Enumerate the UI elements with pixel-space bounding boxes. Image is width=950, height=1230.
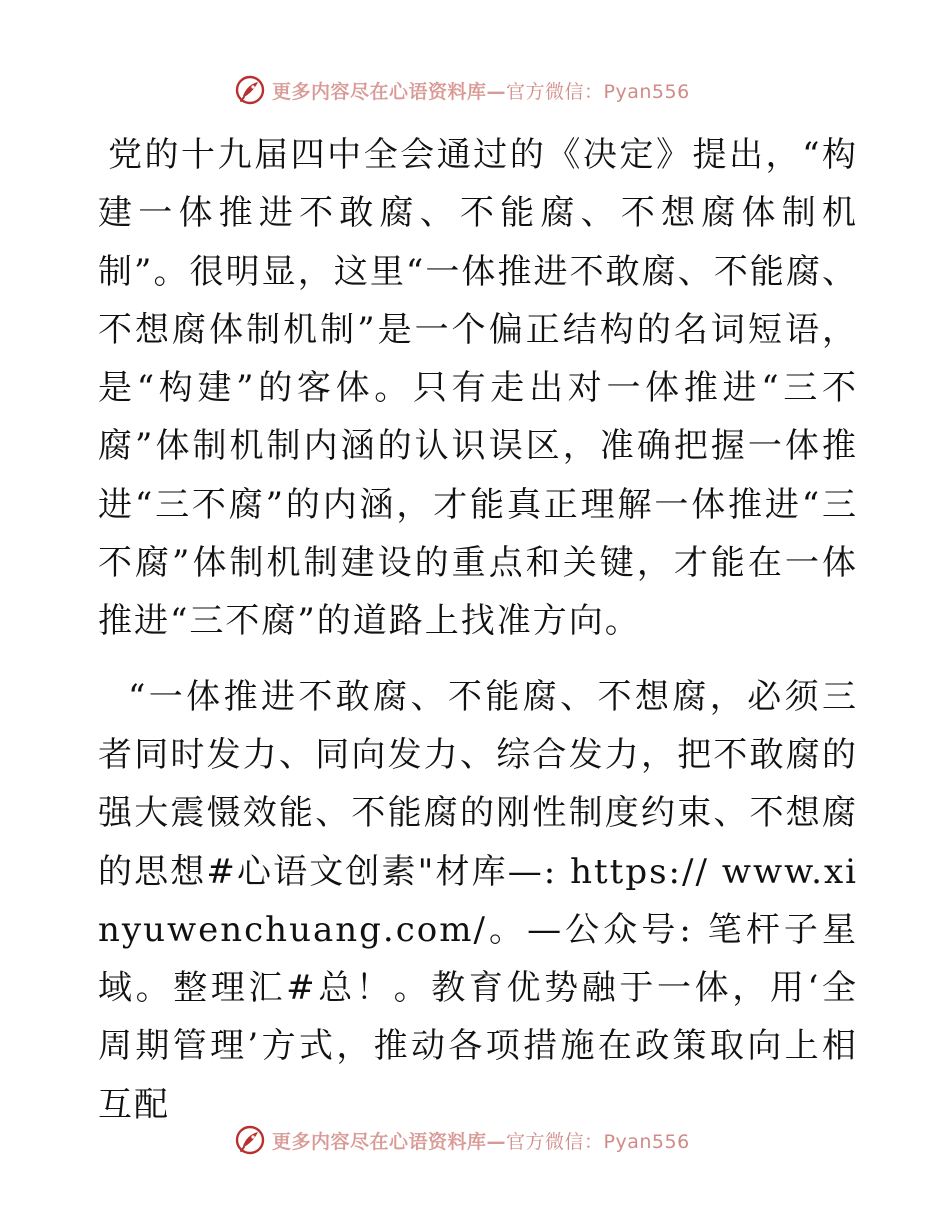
banner-contact: 官方微信：Pyan556 bbox=[506, 1130, 690, 1153]
banner-separator: — bbox=[486, 80, 507, 103]
banner-title: 更多内容尽在心语资料库 bbox=[272, 1130, 487, 1153]
banner-separator: — bbox=[486, 1130, 507, 1153]
footer-banner bbox=[234, 1124, 690, 1156]
document-body bbox=[98, 126, 858, 1134]
banner-title: 更多内容尽在心语资料库 bbox=[272, 80, 487, 103]
pen-logo-icon bbox=[234, 74, 266, 106]
header-banner bbox=[234, 74, 690, 106]
paragraph-1: 党的十九届四中全会通过的《决定》提出，“构建一体推进不敢腐、不能腐、不想腐体制机制”。很明显，这里“一体推进不敢腐、不能腐、不想腐体制机制”是一个偏正结构的名词短语，是“构建”的客体。只有走出对一体推进“三不腐”体制机制内涵的认识误区，准确把握一体推进“三不腐”的内涵，才能真正理解一体推进“三不腐”体制机制建设的重点和关键，才能在一体推进“三不腐”的道路上找准方向。 bbox=[98, 135, 858, 642]
banner-contact: 官方微信：Pyan556 bbox=[506, 80, 690, 103]
paragraph-2: “一体推进不敢腐、不能腐、不想腐，必须三者同时发力、同向发力、综合发力，把不敢腐的强大震慑效能、不能腐的刚性制度约束、不想腐的思想#心语文创素"材库—: https:// www.xinyuwenchuang.com/。—公众号: 笔杆子星域。整理汇#总！。教育优势融于一体，用‘全周期管理’方式，推动各项措施在政策取向上相互配 bbox=[98, 676, 858, 1125]
pen-logo-icon bbox=[234, 1124, 266, 1156]
